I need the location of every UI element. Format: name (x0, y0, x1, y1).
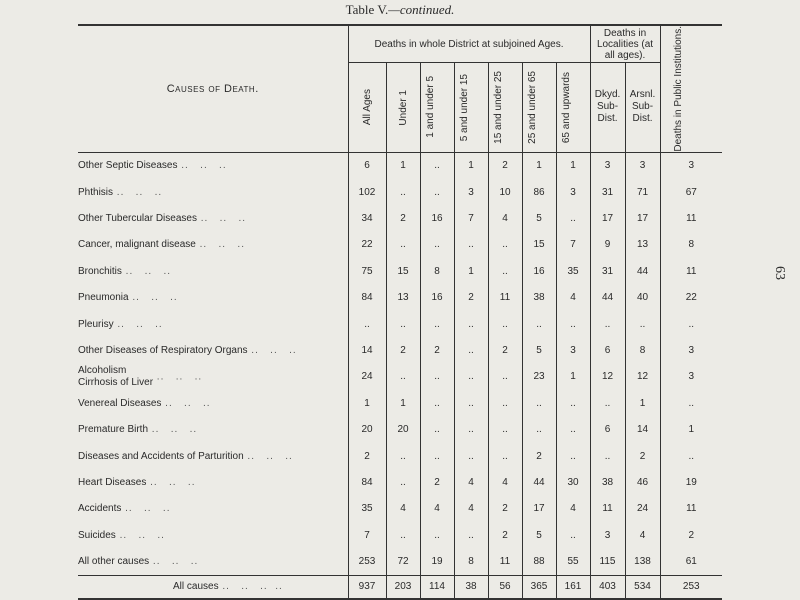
table-row (78, 417, 722, 443)
cause-cell (78, 311, 348, 337)
value-cell: 19 (420, 548, 454, 575)
total-cell: 203 (386, 575, 420, 599)
leader-dots: .. .. .. (146, 477, 196, 488)
leader-dots: .. .. .. (121, 503, 171, 515)
table-title-main: Table V. (345, 2, 389, 17)
value-cell: .. (556, 311, 590, 337)
value-cell: 20 (348, 417, 386, 443)
value-cell: 1 (386, 390, 420, 416)
value-cell: 3 (660, 364, 722, 390)
age-header-label: 1 and under 5 (425, 76, 436, 139)
table-row (78, 496, 722, 522)
value-cell: 14 (625, 417, 660, 443)
value-cell: .. (522, 311, 556, 337)
total-cell: 365 (522, 575, 556, 599)
cause-name: Pneumonia (78, 292, 129, 304)
total-cell: 38 (454, 575, 488, 599)
value-cell: 7 (556, 232, 590, 258)
value-cell: 75 (348, 258, 386, 284)
value-cell: 2 (348, 443, 386, 469)
leader-dots: .. .. .. .. (218, 581, 283, 593)
value-cell: 11 (660, 258, 722, 284)
value-cell: 24 (625, 496, 660, 522)
value-cell: 115 (590, 548, 625, 575)
table-header (78, 25, 722, 152)
value-cell: 84 (348, 469, 386, 495)
value-cell: 13 (625, 232, 660, 258)
age-header-label: 25 and under 65 (527, 70, 538, 144)
value-cell: 1 (556, 152, 590, 179)
value-cell: 4 (454, 469, 488, 495)
value-cell: 12 (625, 364, 660, 390)
total-cell: 403 (590, 575, 625, 599)
value-cell: 14 (348, 337, 386, 363)
value-cell: 35 (348, 496, 386, 522)
cause-cell (78, 205, 348, 231)
value-cell: 5 (522, 337, 556, 363)
leader-dots: .. .. .. (149, 556, 199, 568)
value-cell: 8 (420, 258, 454, 284)
leader-dots: .. .. .. (153, 371, 203, 383)
value-cell: .. (488, 311, 522, 337)
value-cell: 19 (660, 469, 722, 495)
value-cell: 2 (386, 205, 420, 231)
localities-group-header: Deaths in Localities (at all ages). (590, 25, 660, 63)
value-cell: 4 (625, 522, 660, 548)
cause-name: Phthisis (78, 186, 114, 198)
age-header-1-5 (420, 63, 454, 153)
value-cell: .. (386, 179, 420, 205)
value-cell: .. (556, 390, 590, 416)
table-row (78, 311, 722, 337)
value-cell: .. (488, 258, 522, 284)
value-cell: 102 (348, 179, 386, 205)
leader-dots: .. .. .. (113, 318, 163, 330)
value-cell: .. (488, 390, 522, 416)
causes-header: Causes of Death. (78, 25, 348, 152)
leader-dots: .. .. .. (161, 397, 211, 409)
value-cell: 1 (556, 364, 590, 390)
value-cell: .. (454, 417, 488, 443)
value-cell: 22 (660, 285, 722, 311)
value-cell: 11 (660, 496, 722, 522)
value-cell: .. (556, 417, 590, 443)
value-cell: 1 (454, 258, 488, 284)
value-cell: 2 (488, 152, 522, 179)
total-label: All causes (173, 581, 219, 593)
value-cell: 16 (420, 205, 454, 231)
value-cell: 23 (522, 364, 556, 390)
value-cell: 3 (590, 152, 625, 179)
table-title (0, 2, 800, 18)
value-cell: .. (556, 443, 590, 469)
value-cell: 44 (625, 258, 660, 284)
value-cell: 67 (660, 179, 722, 205)
value-cell: .. (556, 205, 590, 231)
cause-cell (78, 390, 348, 416)
cause-name: Cancer, malignant disease (78, 239, 196, 251)
table-row (78, 337, 722, 363)
value-cell: .. (590, 311, 625, 337)
value-cell: .. (488, 232, 522, 258)
value-cell: 15 (386, 258, 420, 284)
value-cell: 31 (590, 258, 625, 284)
table-row (78, 469, 722, 495)
leader-dots: .. .. .. (196, 213, 247, 225)
age-header-15-25 (488, 63, 522, 153)
cause-cell (78, 152, 348, 179)
value-cell: 9 (590, 232, 625, 258)
value-cell: 34 (348, 205, 386, 231)
public-institutions-header (660, 25, 722, 152)
value-cell: .. (522, 417, 556, 443)
value-cell: 24 (348, 364, 386, 390)
total-cell: 56 (488, 575, 522, 599)
value-cell: 7 (454, 205, 488, 231)
value-cell: .. (522, 390, 556, 416)
value-cell: 5 (522, 205, 556, 231)
table-row (78, 205, 722, 231)
value-cell: 88 (522, 548, 556, 575)
cause-name: Other Septic Diseases (78, 160, 178, 172)
value-cell: .. (420, 232, 454, 258)
value-cell: 1 (348, 390, 386, 416)
value-cell: 22 (348, 232, 386, 258)
value-cell: .. (454, 337, 488, 363)
value-cell: 4 (556, 285, 590, 311)
total-cell: 534 (625, 575, 660, 599)
value-cell: 1 (454, 152, 488, 179)
page-number: 63 (772, 266, 787, 280)
cause-name: Diseases and Accidents of Parturition (78, 450, 244, 462)
value-cell: .. (625, 311, 660, 337)
cause-name: Other Tubercular Diseases (78, 213, 197, 225)
value-cell: 4 (420, 496, 454, 522)
value-cell: .. (420, 417, 454, 443)
value-cell: 3 (625, 152, 660, 179)
value-cell: 2 (386, 337, 420, 363)
value-cell: 4 (488, 469, 522, 495)
value-cell: 11 (488, 548, 522, 575)
value-cell: 30 (556, 469, 590, 495)
cause-name: Suicides (78, 529, 116, 541)
value-cell: 16 (420, 285, 454, 311)
value-cell: 4 (488, 205, 522, 231)
value-cell: 4 (454, 496, 488, 522)
table-row (78, 443, 722, 469)
value-cell: 55 (556, 548, 590, 575)
value-cell: 15 (522, 232, 556, 258)
table-row (78, 285, 722, 311)
value-cell: 35 (556, 258, 590, 284)
value-cell: 38 (522, 285, 556, 311)
age-header-all (348, 63, 386, 153)
value-cell: 1 (625, 390, 660, 416)
value-cell: .. (488, 443, 522, 469)
value-cell: 11 (488, 285, 522, 311)
total-cell: 161 (556, 575, 590, 599)
public-institutions-label: Deaths in Public Institutions. (673, 26, 685, 152)
value-cell: 4 (386, 496, 420, 522)
value-cell: 40 (625, 285, 660, 311)
cause-line: Alcoholism (78, 364, 127, 376)
leader-dots: .. .. .. (128, 292, 178, 304)
table-row (78, 179, 722, 205)
cause-name: Pleurisy (78, 318, 114, 330)
age-header-label: 15 and under 25 (493, 70, 504, 144)
cause-cell (78, 417, 348, 443)
age-header-label: All Ages (361, 89, 373, 126)
value-cell: .. (386, 443, 420, 469)
table-row (78, 364, 722, 390)
value-cell: .. (386, 522, 420, 548)
total-cell: 937 (348, 575, 386, 599)
value-cell: 86 (522, 179, 556, 205)
cause-cell (78, 285, 348, 311)
value-cell: 17 (522, 496, 556, 522)
value-cell: .. (454, 522, 488, 548)
value-cell: 8 (454, 548, 488, 575)
value-cell: .. (386, 311, 420, 337)
leader-dots: .. .. .. (121, 265, 172, 277)
locality-header-arsnl: Arsnl. Sub- Dist. (625, 63, 660, 153)
cause-name: Bronchitis (78, 265, 122, 277)
cause-cell (78, 496, 348, 522)
cause-cell (78, 179, 348, 205)
table-row (78, 152, 722, 179)
total-cell: 253 (660, 575, 722, 599)
total-row (78, 575, 722, 599)
age-header-5-15 (454, 63, 488, 153)
value-cell: 17 (590, 205, 625, 231)
value-cell: .. (420, 364, 454, 390)
value-cell: 3 (454, 179, 488, 205)
value-cell: 3 (660, 152, 722, 179)
table-row (78, 390, 722, 416)
value-cell: .. (454, 364, 488, 390)
age-header-label: Under 1 (397, 89, 409, 126)
cause-cell (78, 337, 348, 363)
cause-name: Accidents (78, 503, 122, 515)
value-cell: 3 (590, 522, 625, 548)
value-cell: .. (590, 443, 625, 469)
value-cell: .. (454, 311, 488, 337)
value-cell: 8 (625, 337, 660, 363)
value-cell: 2 (625, 443, 660, 469)
value-cell: 1 (660, 417, 722, 443)
cause-name: Heart Diseases (78, 477, 147, 488)
value-cell: .. (454, 390, 488, 416)
value-cell: 3 (556, 179, 590, 205)
cause-cell (78, 258, 348, 284)
value-cell: 11 (590, 496, 625, 522)
value-cell: 72 (386, 548, 420, 575)
value-cell: .. (386, 364, 420, 390)
cause-name: Premature Birth (78, 424, 149, 436)
cause-cell (78, 548, 348, 575)
value-cell: 2 (420, 337, 454, 363)
value-cell: 44 (522, 469, 556, 495)
value-cell: 2 (488, 337, 522, 363)
value-cell: 1 (522, 152, 556, 179)
value-cell: 16 (522, 258, 556, 284)
value-cell: .. (454, 443, 488, 469)
value-cell: .. (420, 152, 454, 179)
value-cell: 8 (660, 232, 722, 258)
cause-cell (78, 443, 348, 469)
age-header-65-up (556, 63, 590, 153)
value-cell: 31 (590, 179, 625, 205)
value-cell: 7 (348, 522, 386, 548)
value-cell: 17 (625, 205, 660, 231)
cause-cell (78, 522, 348, 548)
value-cell: .. (386, 469, 420, 495)
cause-cell (78, 364, 348, 390)
value-cell: .. (488, 417, 522, 443)
ages-group-header: Deaths in whole District at subjoined Ages. (348, 25, 590, 63)
mortality-table (78, 24, 722, 600)
cause-name (78, 365, 153, 389)
value-cell: 138 (625, 548, 660, 575)
table-row (78, 258, 722, 284)
locality-header-dkyd: Dkyd. Sub- Dist. (590, 63, 625, 153)
table-row (78, 548, 722, 575)
value-cell: .. (660, 390, 722, 416)
value-cell: 11 (660, 205, 722, 231)
value-cell: 3 (556, 337, 590, 363)
value-cell: .. (420, 522, 454, 548)
value-cell: .. (454, 232, 488, 258)
value-cell: .. (660, 311, 722, 337)
value-cell: .. (488, 364, 522, 390)
value-cell: 2 (454, 285, 488, 311)
cause-name: All other causes (78, 556, 150, 568)
value-cell: .. (420, 179, 454, 205)
value-cell: 10 (488, 179, 522, 205)
value-cell: 6 (590, 337, 625, 363)
value-cell: 2 (488, 522, 522, 548)
value-cell: .. (386, 232, 420, 258)
value-cell: 2 (660, 522, 722, 548)
value-cell: .. (420, 390, 454, 416)
leader-dots: .. .. .. (113, 186, 163, 198)
age-header-25-65 (522, 63, 556, 153)
value-cell: .. (590, 390, 625, 416)
value-cell: 2 (488, 496, 522, 522)
total-cell: 114 (420, 575, 454, 599)
value-cell: 6 (348, 152, 386, 179)
leader-dots: .. .. .. (243, 450, 293, 462)
leader-dots: .. .. .. (115, 529, 165, 541)
value-cell: 20 (386, 417, 420, 443)
leader-dots: .. .. .. (247, 345, 297, 357)
age-header-label: 65 and upwards (561, 71, 572, 143)
table-row (78, 232, 722, 258)
leader-dots: .. .. .. (177, 160, 227, 172)
value-cell: 13 (386, 285, 420, 311)
value-cell: 2 (420, 469, 454, 495)
value-cell: 44 (590, 285, 625, 311)
table-row (78, 522, 722, 548)
value-cell: 4 (556, 496, 590, 522)
value-cell: 84 (348, 285, 386, 311)
value-cell: 12 (590, 364, 625, 390)
cause-name: Other Diseases of Respiratory Organs (78, 345, 248, 357)
value-cell: .. (420, 443, 454, 469)
value-cell: 6 (590, 417, 625, 443)
table-title-suffix: —continued. (388, 2, 455, 17)
value-cell: 38 (590, 469, 625, 495)
cause-cell (78, 232, 348, 258)
leader-dots: .. .. .. (195, 239, 245, 251)
leader-dots: .. .. .. (148, 424, 198, 436)
value-cell: 61 (660, 548, 722, 575)
cause-line: Cirrhosis of Liver (78, 376, 154, 388)
value-cell: 46 (625, 469, 660, 495)
age-header-label: 5 and under 15 (459, 73, 470, 141)
age-header-under1 (386, 63, 420, 153)
cause-cell (78, 469, 348, 495)
value-cell: 3 (660, 337, 722, 363)
cause-name: Venereal Diseases (78, 397, 162, 409)
value-cell: .. (348, 311, 386, 337)
value-cell: 253 (348, 548, 386, 575)
total-label-cell (78, 575, 348, 599)
value-cell: .. (660, 443, 722, 469)
value-cell: 5 (522, 522, 556, 548)
value-cell: 1 (386, 152, 420, 179)
value-cell: 2 (522, 443, 556, 469)
value-cell: 71 (625, 179, 660, 205)
value-cell: .. (556, 522, 590, 548)
table-body (78, 152, 722, 575)
value-cell: .. (420, 311, 454, 337)
